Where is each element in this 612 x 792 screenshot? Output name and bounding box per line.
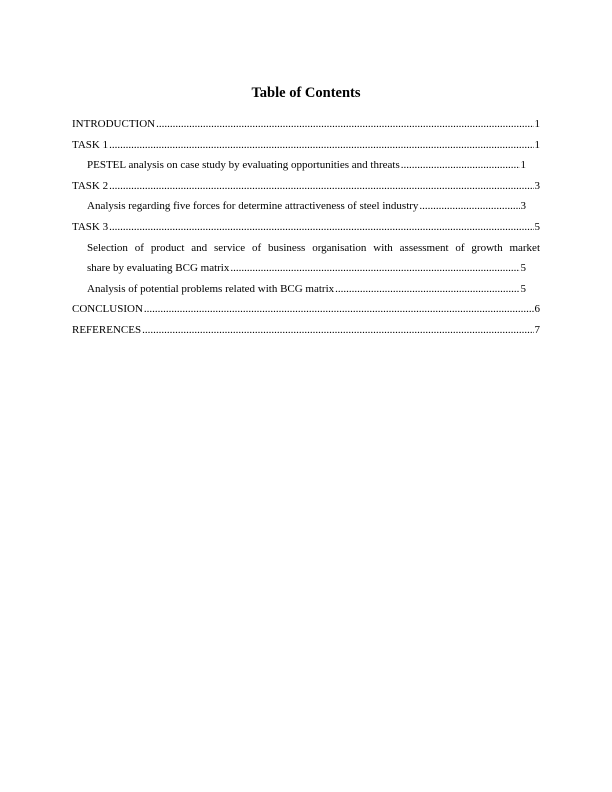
- toc-dot-leader: [156, 114, 533, 135]
- toc-page-number: 7: [534, 323, 540, 336]
- toc-entry-label: Analysis of potential problems related with BCG matrix: [87, 282, 335, 295]
- toc-entry-label-line-2: share by evaluating BCG matrix: [87, 262, 230, 275]
- toc-page-number: 5: [520, 282, 526, 295]
- toc-entry-label: INTRODUCTION: [72, 118, 156, 130]
- toc-entry-task-3[interactable]: [72, 217, 540, 238]
- toc-dot-leader: [109, 176, 533, 197]
- toc-page-number: 5: [534, 220, 540, 233]
- toc-entry-label: PESTEL analysis on case study by evaluating opportunities and threats: [87, 159, 400, 172]
- toc-dot-leader: [142, 320, 533, 341]
- toc-entry-conclusion[interactable]: [72, 299, 540, 320]
- toc-page-number: 1: [534, 118, 540, 130]
- toc-page-number: 5: [520, 262, 526, 275]
- toc-entry-bcg-product-selection[interactable]: [72, 238, 540, 279]
- toc-entry-five-forces-analysis[interactable]: [72, 196, 540, 217]
- toc-entry-label: TASK 1: [72, 138, 109, 151]
- toc-entry-label: REFERENCES: [72, 323, 142, 336]
- toc-page-number: 6: [534, 303, 540, 316]
- toc-entry-label: Analysis regarding five forces for determine attractiveness of steel industry: [87, 200, 419, 213]
- toc-entry-references[interactable]: [72, 320, 540, 341]
- toc-dot-leader: [419, 196, 519, 217]
- toc-entry-introduction[interactable]: [72, 114, 540, 135]
- toc-entry-label: TASK 2: [72, 179, 109, 192]
- toc-entry-label: CONCLUSION: [72, 303, 143, 316]
- toc-dot-leader: [401, 155, 520, 176]
- toc-title: Table of Contents: [251, 85, 361, 101]
- toc-page-number: 1: [520, 159, 526, 172]
- toc-entry-pestel-analysis[interactable]: [72, 155, 540, 176]
- toc-entry-label-line-1: Selection of product and service of business organisation with assessment of growth market: [87, 241, 540, 254]
- toc-entry-label-line-2-row: [72, 258, 540, 279]
- toc-entry-task-1[interactable]: [72, 135, 540, 156]
- toc-dot-leader: [109, 217, 533, 238]
- toc-dot-leader: [109, 135, 533, 156]
- toc-entry-label: TASK 3: [72, 220, 109, 233]
- toc-dot-leader: [335, 279, 519, 300]
- toc-page-number: 3: [534, 179, 540, 192]
- toc-entry-task-2[interactable]: [72, 176, 540, 197]
- table-of-contents: [72, 114, 540, 341]
- toc-dot-leader: [144, 299, 534, 320]
- toc-page-number: 3: [520, 200, 526, 213]
- toc-page-number: 1: [534, 138, 540, 151]
- toc-dot-leader: [230, 258, 519, 279]
- toc-entry-bcg-problems[interactable]: [72, 279, 540, 300]
